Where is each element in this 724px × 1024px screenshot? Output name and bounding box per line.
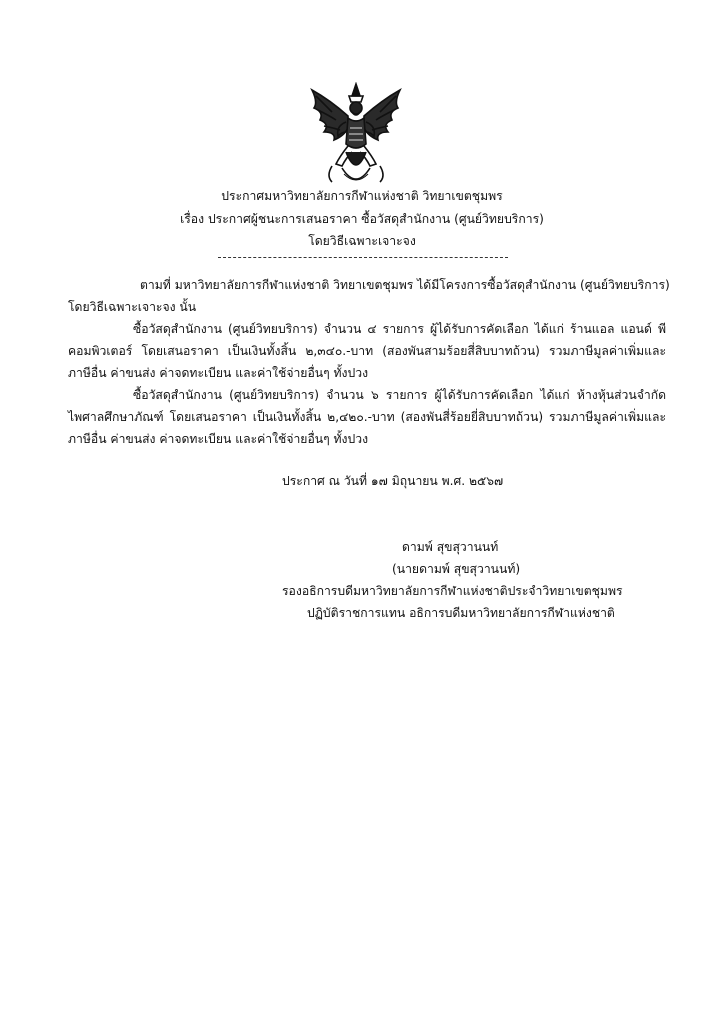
paragraph-2-line-3: ภาษีอื่น ค่าขนส่ง ค่าจดทะเบียน และค่าใช้จ่ายอื่นๆ ทั้งปวง: [68, 366, 369, 380]
announcement-title: ประกาศมหาวิทยาลัยการกีฬาแห่งชาติ วิทยาเขตชุมพร: [221, 189, 503, 203]
announcement-subject: เรื่อง ประกาศผู้ชนะการเสนอราคา ซื้อวัสดุสำนักงาน (ศูนย์วิทยบริการ): [180, 212, 544, 226]
announcement-date: ประกาศ ณ วันที่ ๑๗ มิถุนายน พ.ศ. ๒๕๖๗: [282, 474, 504, 488]
signer-acting-on-behalf: ปฏิบัติราชการแทน อธิการบดีมหาวิทยาลัยการกีฬาแห่งชาติ: [307, 606, 615, 620]
signer-position: รองอธิการบดีมหาวิทยาลัยการกีฬาแห่งชาติประจำวิทยาเขตชุมพร: [282, 584, 623, 598]
paragraph-1-line-1: ตามที่ มหาวิทยาลัยการกีฬาแห่งชาติ วิทยาเขตชุมพร ได้มีโครงการซื้อวัสดุสำนักงาน (ศูนย์วิทยบริการ): [140, 278, 670, 292]
paragraph-3-line-1: ซื้อวัสดุสำนักงาน (ศูนย์วิทยบริการ) จำนวน ๖ รายการ ผู้ได้รับการคัดเลือก ได้แก่ ห้างหุ้นส่วนจำกัด: [133, 388, 666, 402]
signer-signature: ดามพ์ สุขสุวานนท์: [402, 540, 499, 554]
procurement-method: โดยวิธีเฉพาะเจาะจง: [308, 234, 416, 248]
paragraph-3-line-3: ภาษีอื่น ค่าขนส่ง ค่าจดทะเบียน และค่าใช้จ่ายอื่นๆ ทั้งปวง: [68, 432, 369, 446]
paragraph-1-line-2: โดยวิธีเฉพาะเจาะจง นั้น: [68, 300, 197, 314]
paragraph-3-line-2: ไพศาลศึกษาภัณฑ์ โดยเสนอราคา เป็นเงินทั้งสิ้น ๒,๔๒๐.-บาท (สองพันสี่ร้อยยี่สิบบาทถ้วน) รวมภาษีมูลค่าเพิ่มและ: [68, 410, 666, 424]
paragraph-2-line-1: ซื้อวัสดุสำนักงาน (ศูนย์วิทยบริการ) จำนวน ๔ รายการ ผู้ได้รับการคัดเลือก ได้แก่ ร้านแอล แอนด์ พี: [133, 322, 666, 336]
paragraph-2-line-2: คอมพิวเตอร์ โดยเสนอราคา เป็นเงินทั้งสิ้น ๒,๓๔๐.-บาท (สองพันสามร้อยสี่สิบบาทถ้วน) รวมภาษีมูลค่าเพิ่มและ: [68, 344, 666, 358]
separator-line: [218, 257, 508, 258]
signer-full-name: (นายดามพ์ สุขสุวานนท์): [392, 562, 521, 576]
garuda-emblem-icon: [302, 82, 410, 192]
